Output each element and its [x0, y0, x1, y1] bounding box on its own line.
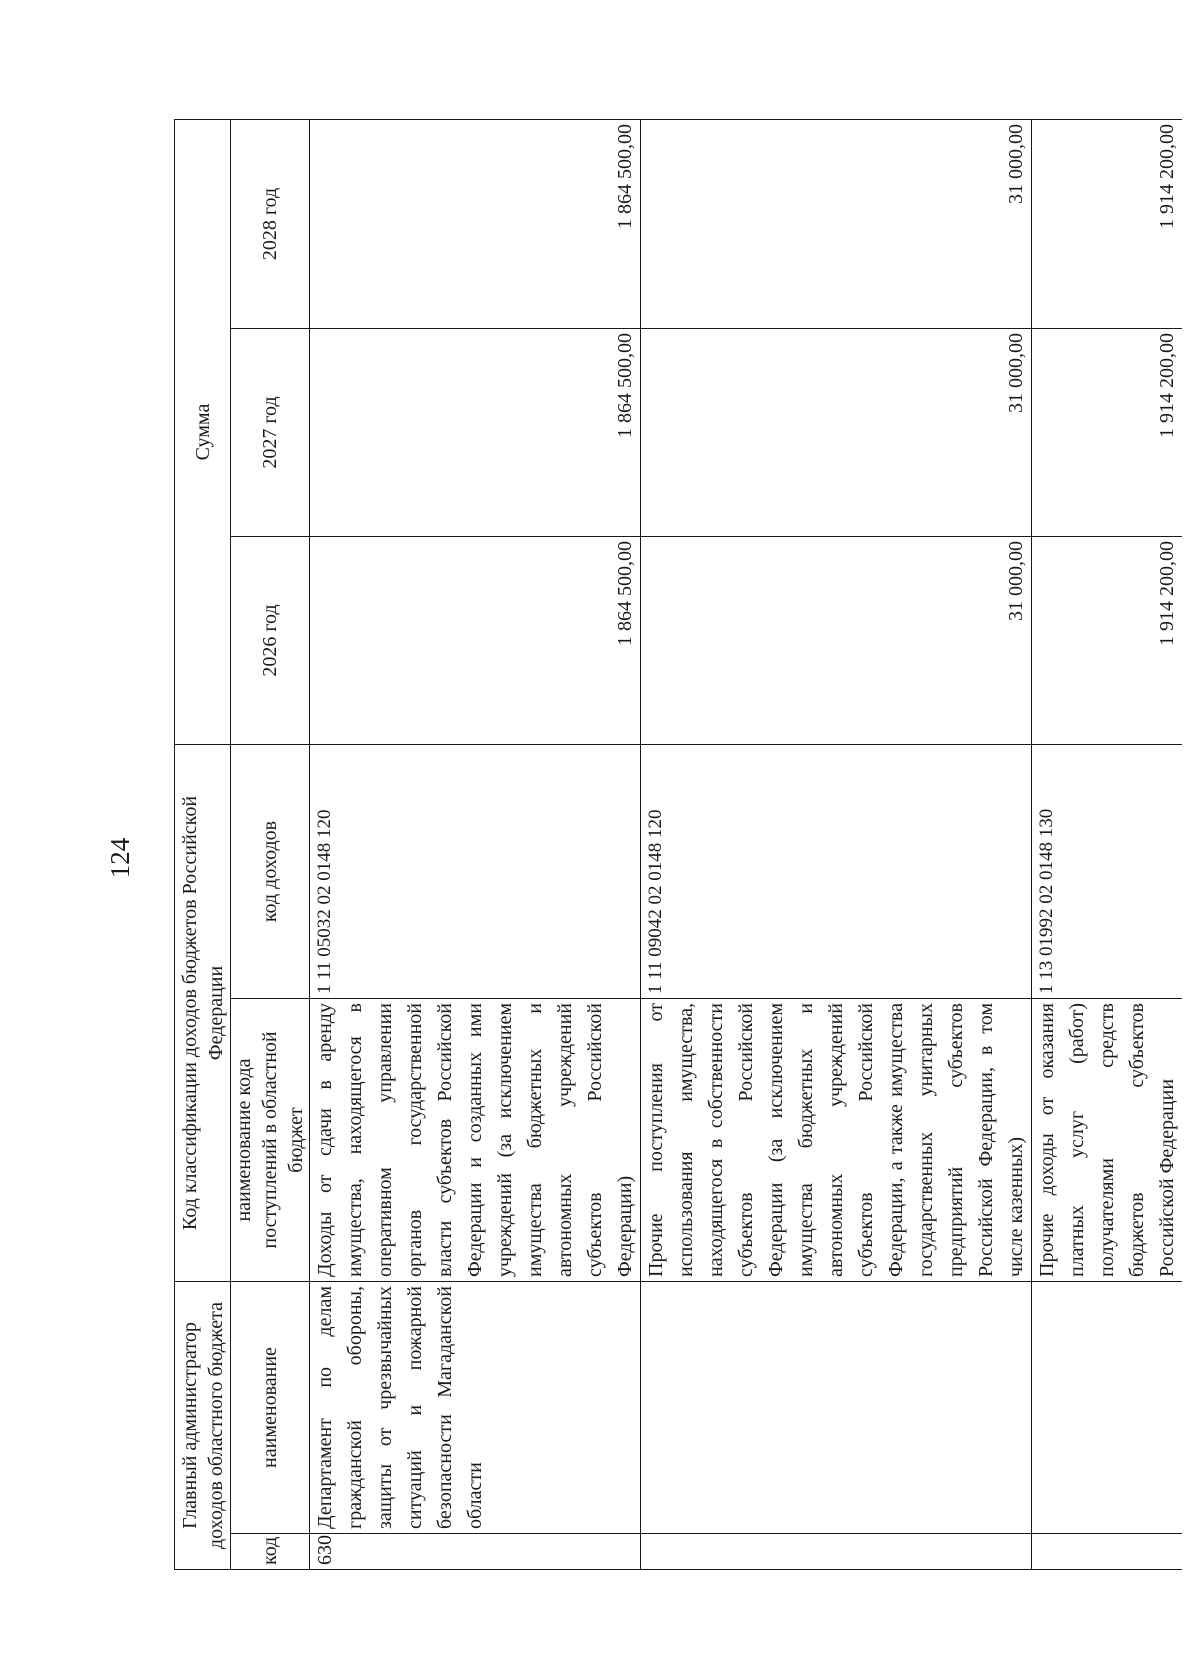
- income-name-cell: Прочие доходы от оказания платных услуг (работ) получателями средств бюджетов субъектов Российской Федерации: [1032, 999, 1183, 1282]
- income-code-cell: 1 11 05032 02 0148 120: [310, 745, 641, 999]
- header-sum-group: Сумма: [175, 119, 231, 744]
- header-income-name: наименование кода поступлений в областной бюджет: [231, 999, 310, 1282]
- table-row: [641, 119, 1032, 1569]
- header-income-code: код доходов: [231, 745, 310, 999]
- table-row: [310, 119, 641, 1569]
- sum-2026-cell: 1 864 500,00: [310, 537, 641, 745]
- admin-code-cell: 630: [310, 1534, 641, 1570]
- sum-2027-cell: 1 914 200,00: [1032, 329, 1183, 537]
- revenue-table: [174, 119, 1182, 1570]
- rotated-table-container: [174, 120, 1178, 1570]
- header-classification-group: Код классификации доходов бюджетов Российской Федерации: [175, 745, 231, 1282]
- admin-code-cell: [1032, 1534, 1183, 1570]
- header-year-2026: 2026 год: [231, 537, 310, 745]
- header-year-2027: 2027 год: [231, 329, 310, 537]
- income-name-cell: Доходы от сдачи в аренду имущества, находящегося в оперативном управлении органов государственной власти субъектов Российской Федерации и созданных ими учреждений (за исключением имущества бюджетных и автономных учреждений субъектов Российской Федерации): [310, 999, 641, 1282]
- table-row: [1032, 119, 1183, 1569]
- sum-2026-cell: 1 914 200,00: [1032, 537, 1183, 745]
- header-admin-group: Главный администратор доходов областного бюджета: [175, 1282, 231, 1570]
- sum-2028-cell: 31 000,00: [641, 119, 1032, 328]
- header-admin-name: наименование: [231, 1282, 310, 1534]
- header-year-2028: 2028 год: [231, 119, 310, 328]
- admin-name-cell: [1032, 1282, 1183, 1534]
- admin-name-cell: Департамент по делам гражданской обороны, защиты от чрезвычайных ситуаций и пожарной безопасности Магаданской области: [310, 1282, 641, 1534]
- header-admin-code: код: [231, 1534, 310, 1570]
- sum-2026-cell: 31 000,00: [641, 537, 1032, 745]
- admin-code-cell: [641, 1534, 1032, 1570]
- admin-name-cell: [641, 1282, 1032, 1534]
- sum-2028-cell: 1 914 200,00: [1032, 119, 1183, 328]
- sum-2027-cell: 31 000,00: [641, 329, 1032, 537]
- page-number: 124: [105, 837, 135, 879]
- income-name-cell: Прочие поступления от использования имущества, находящегося в собственности субъектов Российской Федерации (за исключением имущества бюджетных и автономных учреждений субъектов Российской Федерации, а также имущества государственных унитарных предприятий субъектов Российской Федерации, в том числе казенных): [641, 999, 1032, 1282]
- income-code-cell: 1 11 09042 02 0148 120: [641, 745, 1032, 999]
- sum-2028-cell: 1 864 500,00: [310, 119, 641, 328]
- income-code-cell: 1 13 01992 02 0148 130: [1032, 745, 1183, 999]
- sum-2027-cell: 1 864 500,00: [310, 329, 641, 537]
